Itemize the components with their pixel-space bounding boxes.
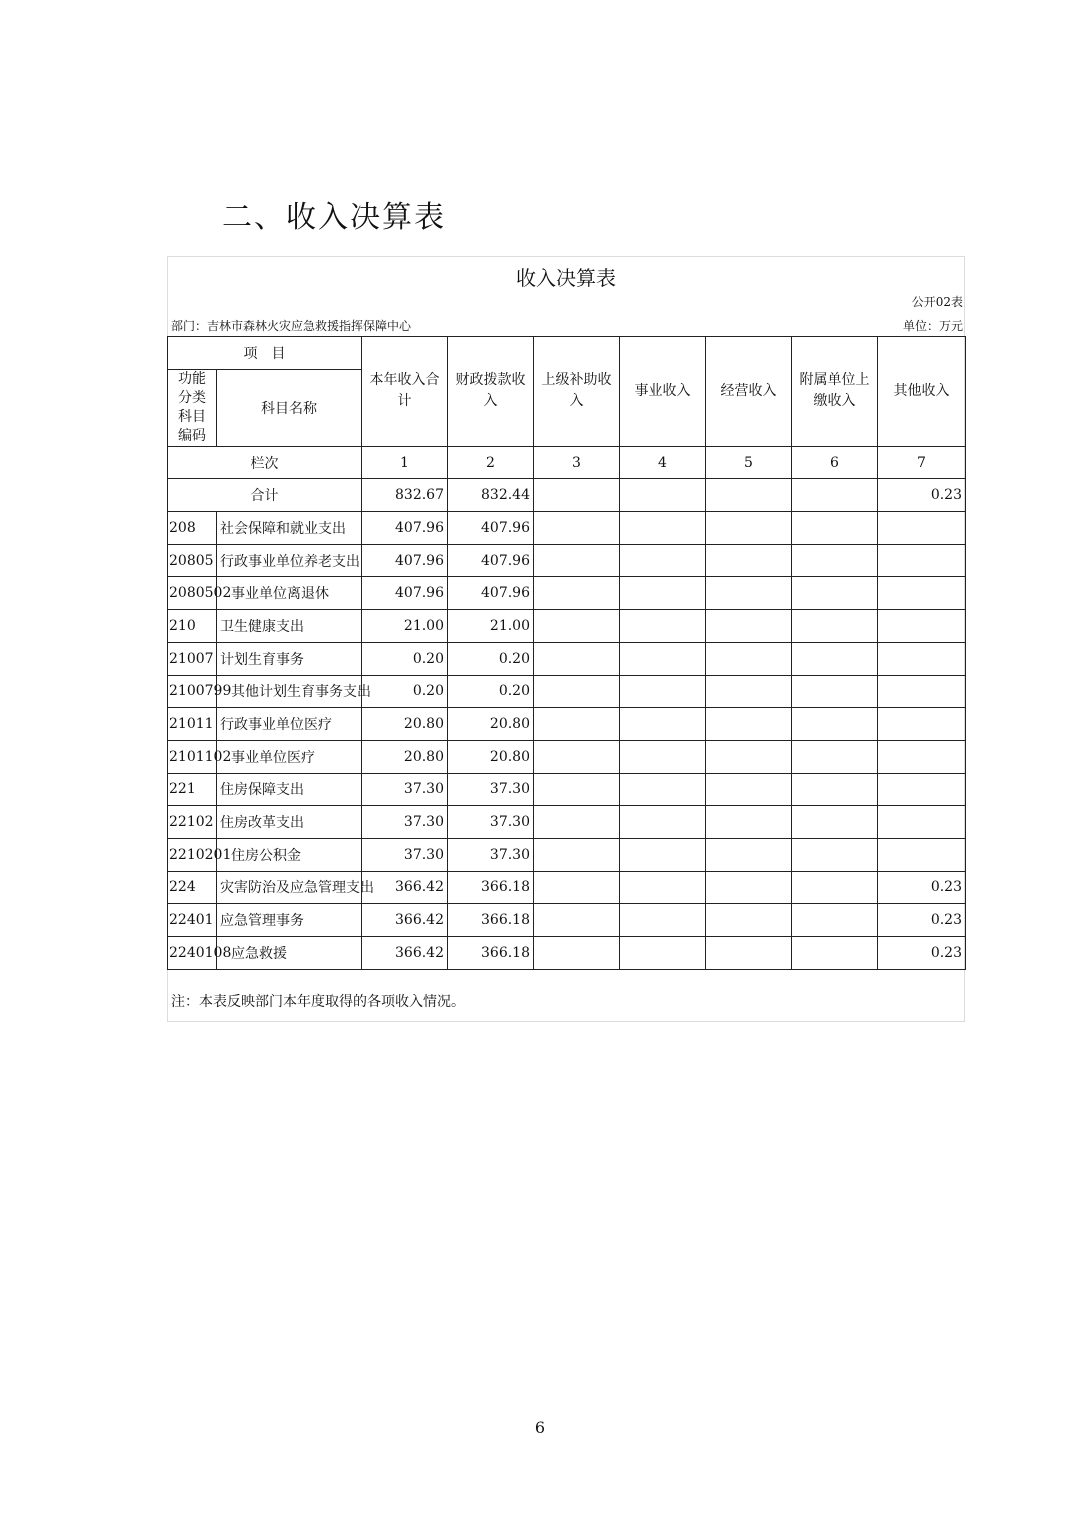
value-cell [878,512,966,545]
value-cell [534,806,620,839]
total-row [168,479,966,512]
subject-code: 21007 [168,642,217,675]
table-row [168,838,966,871]
value-cell [706,610,792,643]
subject-name: 住房公积金 [217,838,362,871]
value-cell [620,675,706,708]
value-cell [620,740,706,773]
code-column-header: 功能分类科目编码 [168,369,217,446]
value-cell [620,773,706,806]
subject-name: 卫生健康支出 [217,610,362,643]
table-row [168,937,966,970]
value-cell [620,806,706,839]
value-cell [792,708,878,741]
subject-code: 22102 [168,806,217,839]
column-header: 本年收入合计 [362,337,448,447]
value-cell [878,806,966,839]
value-cell [706,838,792,871]
value-cell [534,871,620,904]
name-column-header: 科目名称 [217,369,362,446]
value-cell [534,773,620,806]
value-cell: 37.30 [448,773,534,806]
table-row [168,610,966,643]
subject-name: 应急管理事务 [217,904,362,937]
value-cell: 407.96 [362,512,448,545]
column-index: 2 [448,446,534,479]
value-cell [534,675,620,708]
value-cell [792,544,878,577]
value-cell [620,512,706,545]
value-cell [534,544,620,577]
table-title: 收入决算表 [516,266,616,290]
column-index: 1 [362,446,448,479]
total-label: 合计 [168,479,362,512]
value-cell [620,708,706,741]
value-cell [620,904,706,937]
table-row [168,675,966,708]
subject-name: 其他计划生育事务支出 [217,675,362,708]
value-cell [706,904,792,937]
value-cell [534,610,620,643]
header-row-1 [168,337,966,370]
value-cell [706,871,792,904]
subject-code: 2101102 [168,740,217,773]
value-cell [620,871,706,904]
value-cell: 407.96 [448,577,534,610]
value-cell [792,740,878,773]
value-cell: 0.20 [362,642,448,675]
total-cell: 0.23 [878,479,966,512]
value-cell [534,642,620,675]
value-cell: 21.00 [362,610,448,643]
subject-code: 2210201 [168,838,217,871]
value-cell: 407.96 [362,577,448,610]
value-cell: 366.42 [362,904,448,937]
value-cell [534,740,620,773]
value-cell [878,708,966,741]
value-cell: 366.42 [362,937,448,970]
value-cell [878,642,966,675]
value-cell: 21.00 [448,610,534,643]
total-cell: 832.44 [448,479,534,512]
value-cell [620,610,706,643]
value-cell [878,577,966,610]
value-cell: 366.42 [362,871,448,904]
value-cell [706,740,792,773]
value-cell [706,577,792,610]
subject-code: 224 [168,871,217,904]
value-cell [792,610,878,643]
department-label: 部门：吉林市森林火灾应急救援指挥保障中心 [171,319,412,333]
value-cell [706,937,792,970]
subject-code: 2080502 [168,577,217,610]
page-number: 6 [534,1418,546,1437]
column-header: 财政拨款收入 [448,337,534,447]
value-cell: 20.80 [362,708,448,741]
column-index: 4 [620,446,706,479]
value-cell [534,512,620,545]
value-cell: 37.30 [362,773,448,806]
subject-code: 21011 [168,708,217,741]
column-header: 经营收入 [706,337,792,447]
value-cell [706,512,792,545]
value-cell: 37.30 [362,838,448,871]
table-row [168,708,966,741]
subject-name: 行政事业单位养老支出 [217,544,362,577]
subject-code: 210 [168,610,217,643]
table-row [168,544,966,577]
value-cell [792,773,878,806]
value-cell [792,512,878,545]
value-cell: 20.80 [448,708,534,741]
value-cell [792,838,878,871]
column-index: 7 [878,446,966,479]
table-row [168,904,966,937]
value-cell: 366.18 [448,904,534,937]
value-cell: 0.23 [878,904,966,937]
item-group-header: 项 目 [168,337,362,370]
value-cell [792,871,878,904]
form-code: 公开02表 [911,295,963,309]
value-cell: 37.30 [448,806,534,839]
value-cell [792,577,878,610]
value-cell: 37.30 [448,838,534,871]
value-cell [792,642,878,675]
subject-name: 计划生育事务 [217,642,362,675]
value-cell [792,675,878,708]
subject-name: 事业单位离退休 [217,577,362,610]
table-row [168,773,966,806]
total-cell [792,479,878,512]
value-cell [534,577,620,610]
value-cell: 407.96 [362,544,448,577]
revenue-table [167,336,966,970]
value-cell: 366.18 [448,937,534,970]
value-cell [620,544,706,577]
column-header: 附属单位上缴收入 [792,337,878,447]
value-cell: 0.20 [448,675,534,708]
value-cell [706,544,792,577]
subject-code: 221 [168,773,217,806]
table-row [168,642,966,675]
value-cell [878,544,966,577]
value-cell: 37.30 [362,806,448,839]
subject-code: 22401 [168,904,217,937]
value-cell: 407.96 [448,544,534,577]
value-cell: 0.20 [448,642,534,675]
total-cell [534,479,620,512]
value-cell [878,675,966,708]
value-cell: 0.23 [878,937,966,970]
value-cell [706,642,792,675]
value-cell [534,708,620,741]
unit-label: 单位：万元 [902,319,963,333]
value-cell [878,838,966,871]
value-cell: 0.20 [362,675,448,708]
total-cell [706,479,792,512]
value-cell [878,773,966,806]
subject-name: 行政事业单位医疗 [217,708,362,741]
column-index: 5 [706,446,792,479]
value-cell [706,806,792,839]
value-cell: 0.23 [878,871,966,904]
column-index-row [168,446,966,479]
column-header: 其他收入 [878,337,966,447]
value-cell [620,577,706,610]
value-cell [706,773,792,806]
value-cell [792,806,878,839]
subject-code: 20805 [168,544,217,577]
value-cell [792,904,878,937]
value-cell [534,904,620,937]
column-header: 上级补助收入 [534,337,620,447]
section-title: 二、收入决算表 [222,200,446,235]
value-cell [534,937,620,970]
table-row [168,806,966,839]
value-cell: 366.18 [448,871,534,904]
value-cell [706,675,792,708]
value-cell [706,708,792,741]
subject-name: 住房保障支出 [217,773,362,806]
value-cell [878,610,966,643]
subject-name: 灾害防治及应急管理支出 [217,871,362,904]
subject-code: 2100799 [168,675,217,708]
table-note: 注：本表反映部门本年度取得的各项收入情况。 [171,994,465,1010]
value-cell [878,740,966,773]
table-row [168,512,966,545]
subject-code: 2240108 [168,937,217,970]
value-cell: 407.96 [448,512,534,545]
column-index: 3 [534,446,620,479]
table-row [168,740,966,773]
total-cell [620,479,706,512]
value-cell [620,838,706,871]
value-cell [620,937,706,970]
subject-name: 社会保障和就业支出 [217,512,362,545]
value-cell [534,838,620,871]
total-cell: 832.67 [362,479,448,512]
column-index: 6 [792,446,878,479]
value-cell: 20.80 [448,740,534,773]
value-cell [792,937,878,970]
table-row [168,871,966,904]
value-cell: 20.80 [362,740,448,773]
column-index-label: 栏次 [168,446,362,479]
subject-name: 应急救援 [217,937,362,970]
table-row [168,577,966,610]
column-header: 事业收入 [620,337,706,447]
subject-name: 事业单位医疗 [217,740,362,773]
subject-code: 208 [168,512,217,545]
subject-name: 住房改革支出 [217,806,362,839]
value-cell [620,642,706,675]
